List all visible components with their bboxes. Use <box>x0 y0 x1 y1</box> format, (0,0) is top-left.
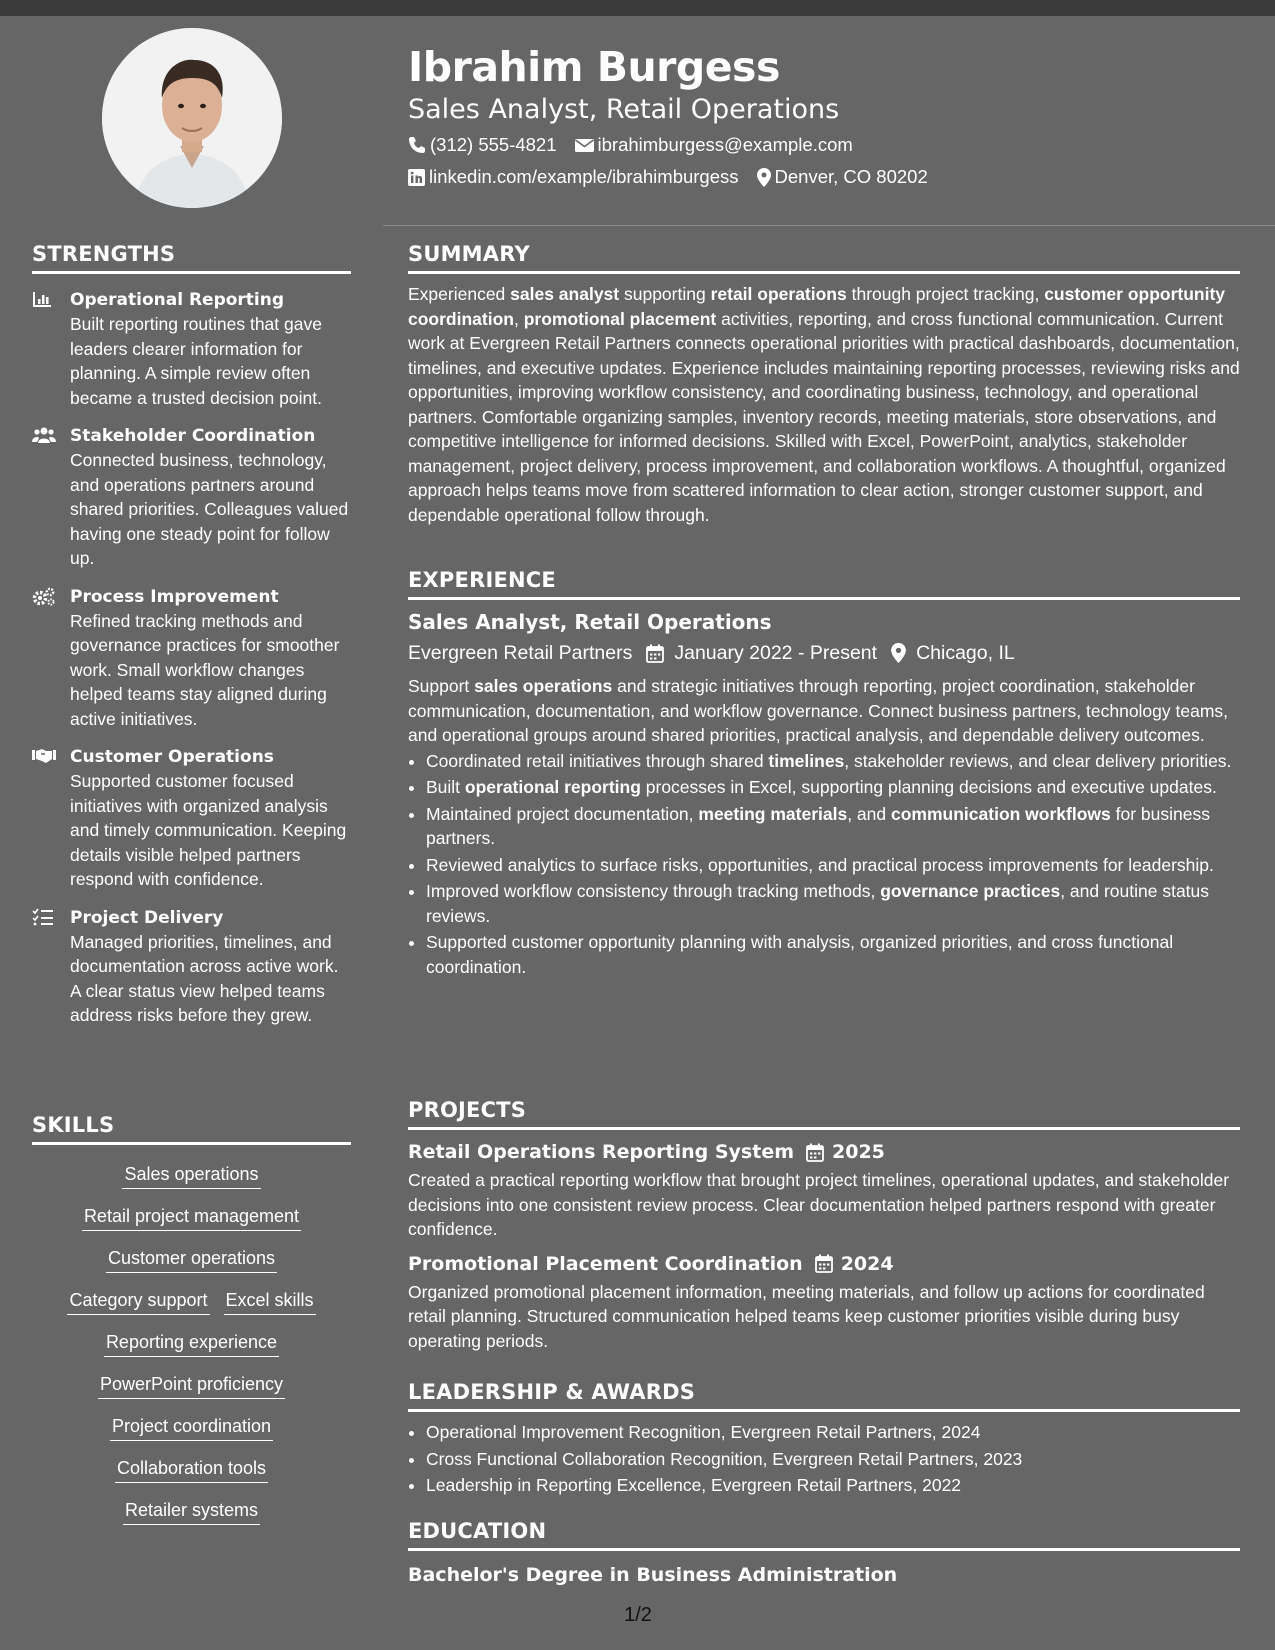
strengths-section <box>32 242 351 1028</box>
candidate-name: Ibrahim Burgess <box>408 43 780 91</box>
candidate-role: Sales Analyst, Retail Operations <box>408 94 840 125</box>
skill-tag: Reporting experience <box>104 1330 279 1357</box>
header-divider <box>383 225 1275 226</box>
viewer-top-bar <box>0 0 1275 16</box>
job-meta <box>408 638 1240 668</box>
emphasis-text: meeting materials <box>698 803 848 824</box>
skill-tag: Category support <box>67 1288 209 1315</box>
checklist-icon <box>32 908 56 928</box>
skill-tag: Retailer systems <box>123 1498 260 1525</box>
emphasis-text: timelines <box>768 750 845 771</box>
strength-item <box>32 906 351 1028</box>
strength-title: Stakeholder Coordination <box>70 426 316 446</box>
users-icon <box>32 426 56 446</box>
list-item: • Operational Improvement Recognition, Evergreen Retail Partners, 2024 <box>426 1420 1240 1445</box>
resume-page <box>0 16 1275 1650</box>
location-text: Denver, CO 80202 <box>774 166 928 187</box>
emphasis-text: retail operations <box>710 284 847 304</box>
skill-tag: Excel skills <box>224 1288 316 1315</box>
strength-item <box>32 288 351 410</box>
list-item: • Cross Functional Collaboration Recognition, Evergreen Retail Partners, 2023 <box>426 1447 1240 1472</box>
skill-row <box>32 1162 351 1189</box>
map-pin-icon <box>757 168 771 187</box>
page-indicator: 1/2 <box>624 1604 652 1626</box>
strength-item <box>32 745 351 892</box>
phone-icon <box>408 136 426 154</box>
emphasis-text: customer opportunity coordination <box>408 284 1226 329</box>
job-dates-text: January 2022 - Present <box>674 642 878 664</box>
project-description: Organized promotional placement information, meeting materials, and follow up actions for coordinated retail planning. Structured communication helped teams keep customer priorities visible during busy operating periods. <box>408 1281 1205 1351</box>
linkedin-text: linkedin.com/example/ibrahimburgess <box>429 166 739 187</box>
skill-row <box>32 1414 351 1441</box>
education-heading: EDUCATION <box>408 1519 1240 1551</box>
summary-section <box>408 242 1240 527</box>
strength-description: Connected business, technology, and operations partners around shared priorities. Colleagues valued having one steady point for follow up. <box>70 450 349 568</box>
project-name: Promotional Placement Coordination <box>408 1252 803 1275</box>
strength-title: Customer Operations <box>70 747 274 767</box>
resume-header <box>408 41 1240 191</box>
awards-heading: LEADERSHIP & AWARDS <box>408 1380 1240 1412</box>
projects-heading: PROJECTS <box>408 1098 1240 1130</box>
skill-tag: PowerPoint proficiency <box>98 1372 285 1399</box>
emphasis-text: promotional placement <box>523 308 717 329</box>
strengths-heading: STRENGTHS <box>32 242 351 274</box>
skill-row <box>32 1456 351 1483</box>
project-title <box>408 1250 1240 1278</box>
skill-row <box>32 1288 351 1315</box>
strength-title: Operational Reporting <box>70 290 285 310</box>
emphasis-text: sales analyst <box>510 284 620 304</box>
skill-row <box>32 1330 351 1357</box>
project-name: Retail Operations Reporting System <box>408 1141 795 1163</box>
skill-row <box>32 1246 351 1273</box>
skill-tag: Project coordination <box>110 1414 273 1441</box>
project-year: 2025 <box>832 1141 885 1163</box>
contact-row <box>408 131 1240 159</box>
summary-heading: SUMMARY <box>408 242 1240 274</box>
skills-section <box>32 1113 351 1525</box>
strength-description: Refined tracking methods and governance practices for smoother work. Small workflow changes helped teams stay aligned during active initiatives. <box>70 610 340 729</box>
skill-row <box>32 1372 351 1399</box>
emphasis-text: sales operations <box>474 676 613 696</box>
job-location <box>891 638 1015 668</box>
skill-tag: Sales operations <box>122 1162 260 1189</box>
contact-row <box>408 163 1240 191</box>
skill-row <box>32 1204 351 1231</box>
skill-tag: Customer operations <box>106 1246 277 1273</box>
project-year: 2024 <box>840 1252 894 1275</box>
cogs-icon <box>32 587 56 607</box>
emphasis-text: operational reporting <box>464 777 641 797</box>
handshake-icon <box>32 747 56 767</box>
profile-photo <box>102 28 282 208</box>
contact-phone <box>408 131 557 159</box>
list-item: • Improved workflow consistency through tracking methods, governance practices, and routine status reviews. <box>426 879 1240 928</box>
strength-description: Managed priorities, timelines, and documentation across active work. A clear status view helped teams address risks before they grew. <box>70 931 339 1025</box>
strength-description: Supported customer focused initiatives with organized analysis and timely communication. Keeping details visible helped partners respond with confidence. <box>70 771 347 889</box>
bar-chart-icon <box>32 290 56 310</box>
job-company: Evergreen Retail Partners <box>408 642 633 664</box>
map-pin-icon <box>891 643 906 663</box>
contact-location <box>757 163 928 191</box>
calendar-icon <box>815 1254 833 1273</box>
job-dates <box>646 638 877 668</box>
list-item: • Coordinated retail initiatives through shared timelines, stakeholder reviews, and clear delivery priorities. <box>426 749 1240 774</box>
linkedin-icon <box>408 169 425 186</box>
job-bullets <box>408 749 1240 980</box>
list-item: • Built operational reporting processes in Excel, supporting planning decisions and executive updates. <box>426 775 1240 800</box>
list-item: • Maintained project documentation, meeting materials, and communication workflows for business partners. <box>426 802 1240 851</box>
job-location-text: Chicago, IL <box>916 642 1015 664</box>
education-degree: Bachelor's Degree in Business Administration <box>408 1564 898 1586</box>
list-item: • Leadership in Reporting Excellence, Evergreen Retail Partners, 2022 <box>426 1473 1240 1498</box>
emphasis-text: governance practices <box>880 881 1061 901</box>
list-item: • Reviewed analytics to surface risks, opportunities, and practical process improvements for leadership. <box>426 853 1240 878</box>
strength-title: Project Delivery <box>70 907 224 928</box>
project-description: Created a practical reporting workflow that brought project timelines, operational updates, and stakeholder decisions into one consistent review process. Clear documentation helped partners respond with greater confidence. <box>408 1170 1230 1239</box>
calendar-icon <box>806 1143 824 1162</box>
strength-description: Built reporting routines that gave leaders clearer information for planning. A simple review often became a trusted decision point. <box>70 314 322 408</box>
list-item: • Supported customer opportunity planning with analysis, organized priorities, and cross functional coordination. <box>426 930 1240 979</box>
job-description: Support sales operations and strategic initiatives through reporting, project coordination, stakeholder communication, documentation, and workflow governance. Connect business partners, technology teams, and operational groups around shared priorities, practical analysis, and dependable delivery outcomes. <box>408 676 1229 745</box>
strength-item <box>32 585 351 732</box>
phone-text: (312) 555-4821 <box>430 134 557 155</box>
experience-section <box>408 568 1240 979</box>
calendar-icon <box>646 644 664 663</box>
education-section <box>408 1519 1240 1589</box>
summary-text: Experienced sales analyst supporting retail operations through project tracking, customer opportunity coordination, promotional placement activities, reporting, and cross functional communication. Current work at Evergreen Retail Partners connects operational priorities with practical dashboards, documentation, timelines, and executive updates. Experience includes maintaining reporting processes, reviewing risks and opportunities, improving workflow consistency, and coordinating business, technology, and operational partners. Comfortable organizing samples, inventory records, meeting materials, store observations, and competitive intelligence for informed decisions. Skilled with Excel, PowerPoint, analytics, stakeholder management, project delivery, process improvement, and collaboration workflows. A thoughtful, organized approach helps teams move from scattered information to clear action, stronger customer support, and dependable operational follow through. <box>408 284 1240 525</box>
email-text: ibrahimburgess@example.com <box>597 134 853 155</box>
strength-item <box>32 424 351 571</box>
contact-email[interactable] <box>575 131 853 159</box>
awards-section <box>408 1380 1240 1498</box>
contact-linkedin[interactable] <box>408 163 739 191</box>
skills-heading: SKILLS <box>32 1113 351 1145</box>
job-title: Sales Analyst, Retail Operations <box>408 610 772 634</box>
project-title <box>408 1138 1240 1166</box>
awards-list <box>408 1420 1240 1498</box>
strength-title: Process Improvement <box>70 586 279 607</box>
skill-row <box>32 1498 351 1525</box>
experience-heading: EXPERIENCE <box>408 568 1240 600</box>
emphasis-text: communication workflows <box>891 803 1111 824</box>
envelope-icon <box>575 138 594 153</box>
projects-section <box>408 1098 1240 1353</box>
skill-tag: Retail project management <box>82 1204 301 1231</box>
skill-tag: Collaboration tools <box>115 1456 268 1483</box>
